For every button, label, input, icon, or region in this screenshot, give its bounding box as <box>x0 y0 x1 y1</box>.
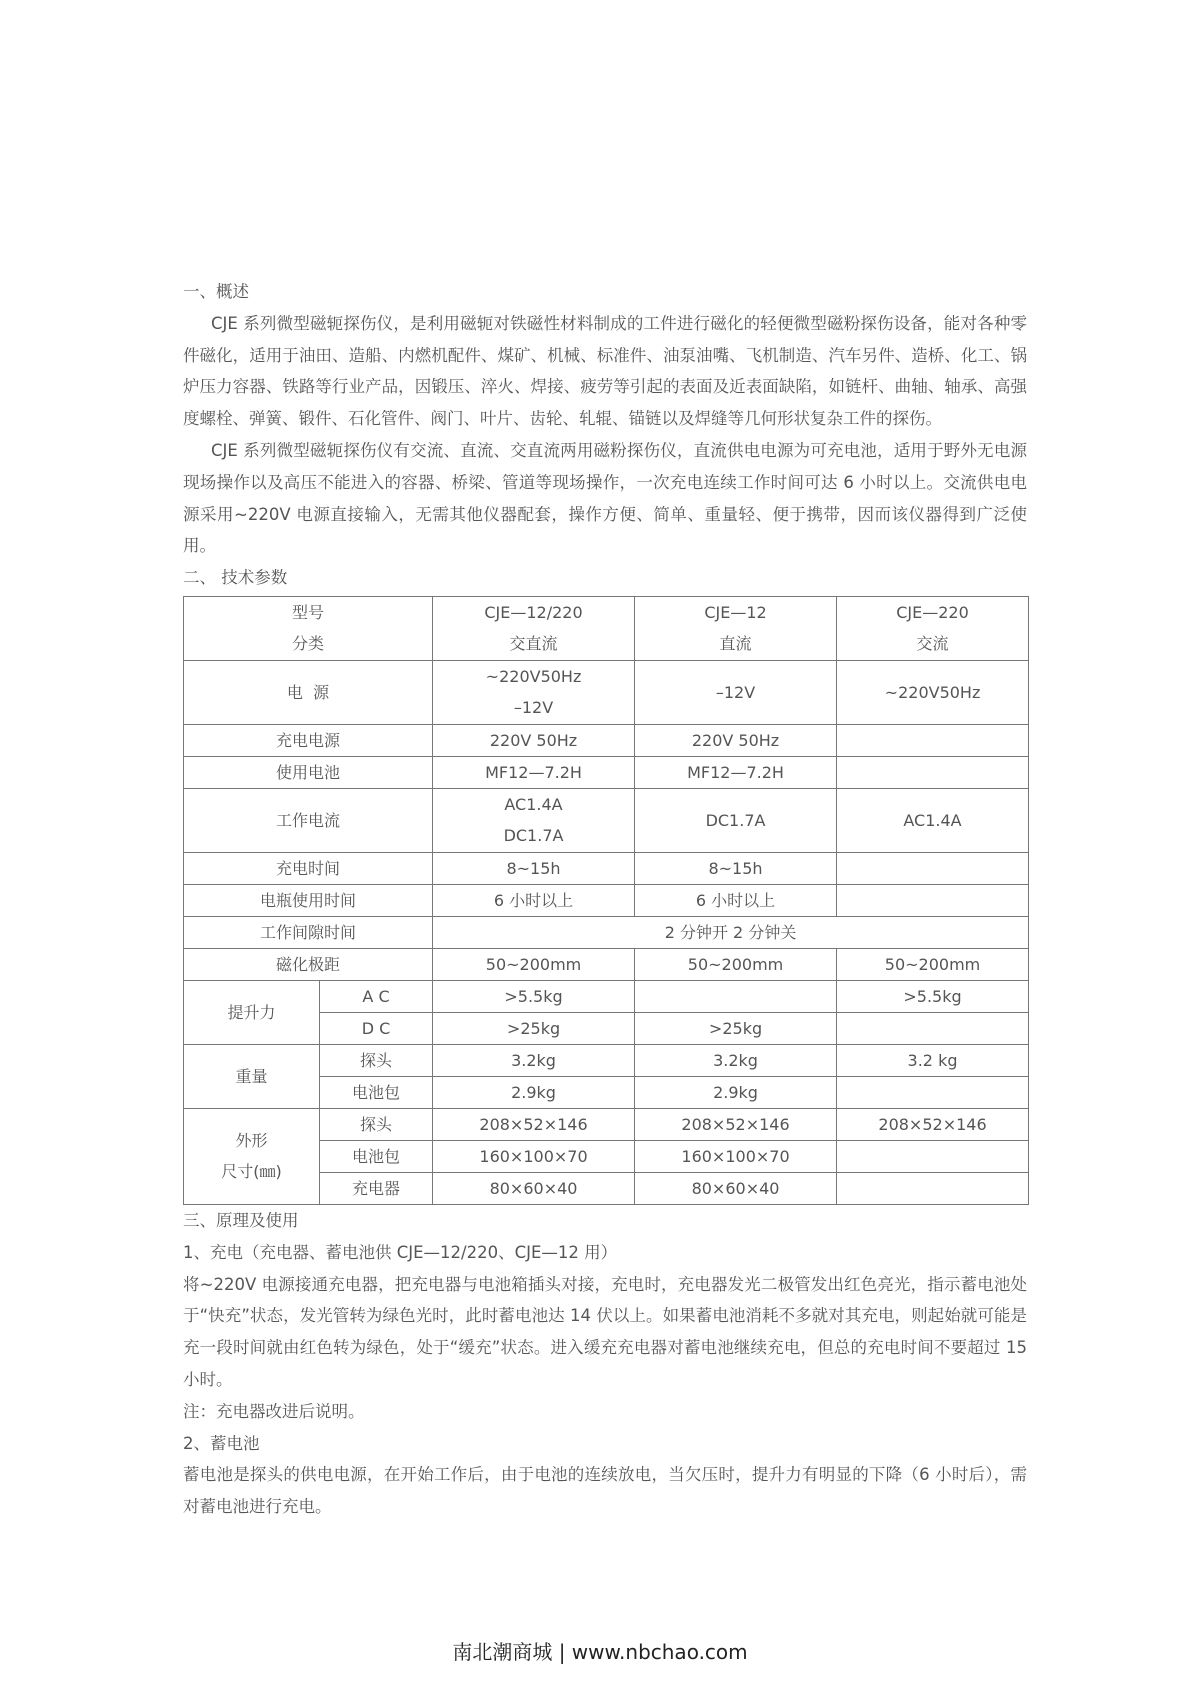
table-cell <box>837 884 1029 916</box>
section-heading-specs: 二、 技术参数 <box>183 568 288 588</box>
table-cell: 充电电源 <box>184 724 433 756</box>
table-cell: 8~15h <box>635 852 837 884</box>
table-cell: 160×100×70 <box>433 1140 635 1172</box>
table-cell: 208×52×146 <box>635 1108 837 1140</box>
table-row <box>184 756 1029 788</box>
table-cell <box>635 980 837 1012</box>
paragraph: CJE 系列微型磁轭探伤仪有交流、直流、交直流两用磁粉探伤仪，直流供电电源为可充电池，适用于野外无电源现场操作以及高压不能进入的容器、桥梁、管道等现场操作，一次充电连续工作时间可达 6 小时以上。交流供电电源采用~220V 电源直接输入，无需其他仪器配套，操作方便、简单、重量轻、便于携带，因而该仪器得到广泛使用。 <box>183 440 1027 556</box>
section-heading-principle: 三、原理及使用 <box>183 1210 299 1230</box>
table-cell: 220V 50Hz <box>635 724 837 756</box>
table-cell <box>837 852 1029 884</box>
table-cell: 2.9kg <box>433 1076 635 1108</box>
table-cell: 6 小时以上 <box>635 884 837 916</box>
footer-watermark: 南北潮商城 | www.nbchao.com <box>452 1640 748 1664</box>
cell-line: CJE—12/220 <box>484 603 583 623</box>
paragraph: 将~220V 电源接通充电器，把充电器与电池箱插头对接，充电时，充电器发光二极管发出红色亮光，指示蓄电池处于“快充”状态，发光管转为绿色光时，此时蓄电池达 14 伏以上。如果蓄电池消耗不多就对其充电，则起始就可能是充一段时间就由红色转为绿色，处于“缓充”状态。进入缓充充电器对蓄电池继续充电，但总的充电时间不要超过 15 小时。 <box>183 1274 1027 1389</box>
table-cell <box>837 1076 1029 1108</box>
table-cell: –12V <box>635 660 837 724</box>
table-cell: AC1.4A <box>837 788 1029 852</box>
table-cell: >5.5kg <box>433 980 635 1012</box>
table-cell: 80×60×40 <box>635 1172 837 1204</box>
table-row <box>184 948 1029 980</box>
cell-line: 交流 <box>916 634 949 654</box>
paragraph: 蓄电池是探头的供电电源，在开始工作后，由于电池的连续放电，当欠压时，提升力有明显的下降（6 小时后），需对蓄电池进行充电。 <box>183 1465 1027 1517</box>
table-cell: 160×100×70 <box>635 1140 837 1172</box>
table-cell: 电 源 <box>184 660 433 724</box>
table-cell: 6 小时以上 <box>433 884 635 916</box>
cell-line: 外形 <box>235 1131 268 1151</box>
cell-line: 直流 <box>719 634 752 654</box>
cell-line: –12V <box>513 698 554 718</box>
table-cell <box>837 756 1029 788</box>
table-cell: 208×52×146 <box>433 1108 635 1140</box>
table-cell: 使用电池 <box>184 756 433 788</box>
table-cell: 充电器 <box>320 1172 433 1204</box>
cell-line: CJE—220 <box>896 603 969 623</box>
table-row <box>184 884 1029 916</box>
subheading-charging: 1、充电（充电器、蓄电池供 CJE—12/220、CJE—12 用） <box>183 1242 618 1262</box>
table-cell: 电瓶使用时间 <box>184 884 433 916</box>
note: 注：充电器改进后说明。 <box>183 1401 365 1421</box>
cell-line: 尺寸(㎜) <box>221 1162 282 1182</box>
table-cell: 提升力 <box>184 980 320 1044</box>
paragraph: CJE 系列微型磁轭探伤仪，是利用磁轭对铁磁性材料制成的工件进行磁化的轻便微型磁粉探伤设备，能对各种零件磁化，适用于油田、造船、内燃机配件、煤矿、机械、标准件、油泵油嘴、飞机制造、汽车另件、造桥、化工、锅炉压力容器、铁路等行业产品，因锻压、淬火、焊接、疲劳等引起的表面及近表面缺陷，如链杆、曲轴、轴承、高强度螺栓、弹簧、锻件、石化管件、阀门、叶片、齿轮、轧辊、锚链以及焊缝等几何形状复杂工件的探伤。 <box>183 313 1027 429</box>
table-cell: 3.2kg <box>433 1044 635 1076</box>
cell-line: ~220V50Hz <box>485 667 582 687</box>
section-heading-overview: 一、概述 <box>183 282 249 301</box>
table-cell: 3.2 kg <box>837 1044 1029 1076</box>
cell-line: 型号 <box>292 603 325 623</box>
cell-line: 分类 <box>292 634 325 654</box>
table-cell: 2 分钟开 2 分钟关 <box>433 916 1029 948</box>
table-cell: 电池包 <box>320 1076 433 1108</box>
table-cell: 磁化极距 <box>184 948 433 980</box>
subheading-battery: 2、蓄电池 <box>183 1433 260 1453</box>
cell-line: 交直流 <box>509 634 558 654</box>
table-cell <box>837 596 1029 660</box>
cell-line: AC1.4A <box>504 795 563 815</box>
table-row <box>184 916 1029 948</box>
table-cell: ~220V50Hz <box>837 660 1029 724</box>
table-cell: 2.9kg <box>635 1076 837 1108</box>
table-cell: >5.5kg <box>837 980 1029 1012</box>
table-cell: 工作电流 <box>184 788 433 852</box>
table-cell: 80×60×40 <box>433 1172 635 1204</box>
table-row <box>184 660 1029 724</box>
table-cell: 208×52×146 <box>837 1108 1029 1140</box>
cell-line: DC1.7A <box>503 826 564 846</box>
cell-line: CJE—12 <box>704 603 767 623</box>
table-row <box>184 596 1029 660</box>
table-cell: 3.2kg <box>635 1044 837 1076</box>
table-cell <box>837 1172 1029 1204</box>
spec-table <box>183 596 1029 1205</box>
table-row <box>184 980 1029 1012</box>
table-row <box>184 724 1029 756</box>
table-cell: 工作间隙时间 <box>184 916 433 948</box>
table-cell <box>837 1140 1029 1172</box>
table-cell: MF12—7.2H <box>433 756 635 788</box>
table-row <box>184 1044 1029 1076</box>
table-cell: A C <box>320 980 433 1012</box>
table-cell: 50~200mm <box>433 948 635 980</box>
table-cell: 50~200mm <box>837 948 1029 980</box>
table-row <box>184 852 1029 884</box>
table-cell: 充电时间 <box>184 852 433 884</box>
table-cell: 探头 <box>320 1108 433 1140</box>
table-cell: DC1.7A <box>635 788 837 852</box>
table-cell <box>433 596 635 660</box>
table-cell <box>184 1108 320 1204</box>
table-cell: 电池包 <box>320 1140 433 1172</box>
table-cell: >25kg <box>635 1012 837 1044</box>
table-cell: MF12—7.2H <box>635 756 837 788</box>
table-cell <box>433 788 635 852</box>
table-cell: 探头 <box>320 1044 433 1076</box>
table-cell: 220V 50Hz <box>433 724 635 756</box>
table-cell <box>635 596 837 660</box>
table-row <box>184 788 1029 852</box>
table-cell <box>184 596 433 660</box>
table-cell: 8~15h <box>433 852 635 884</box>
table-cell <box>837 724 1029 756</box>
table-cell: >25kg <box>433 1012 635 1044</box>
table-row <box>184 1108 1029 1140</box>
table-cell <box>433 660 635 724</box>
table-cell: 50~200mm <box>635 948 837 980</box>
table-cell: D C <box>320 1012 433 1044</box>
table-cell <box>837 1012 1029 1044</box>
table-cell: 重量 <box>184 1044 320 1108</box>
document-body <box>183 276 1027 1523</box>
